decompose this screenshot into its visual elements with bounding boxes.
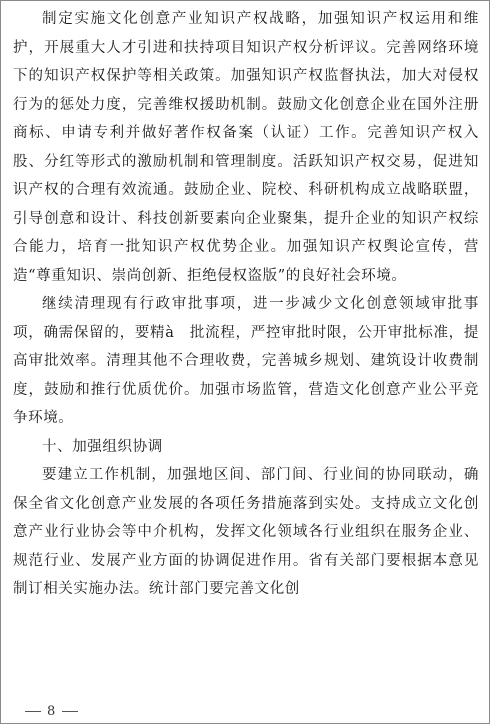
- document-body: [13, 5, 479, 604]
- section-heading: 十、加强组织协调: [42, 438, 163, 455]
- page-number-footer: [19, 704, 84, 719]
- paragraph-ip-strategy: 制定实施文化创意产业知识产权战略，加强知识产权运用和维护，开展重大人才引进和扶持项目知识产权分析评议。完善网络环境下的知识产权保护等相关政策。加强知识产权监督执法，加大对侵权行为的惩处力度，完善维权援助机制。鼓励文化创意企业在国外注册商标、申请专利并做好著作权备案（认证）工作。完善知识产权入股、分红等形式的激励机制和管理制度。活跃知识产权交易，促进知识产权的合理有效流通。鼓励企业、院校、科研机构成立战略联盟，引导创意和设计、科技创新要素向企业聚集，提升企业的知识产权综合能力，培育一批知识产权优势企业。加强知识产权舆论宣传，营造“尊重知识、崇尚创新、拒绝侵权盗版”的良好社会环境。: [13, 11, 479, 284]
- page-number: 8: [47, 704, 57, 719]
- footer-dash-right: [62, 711, 78, 712]
- paragraph-administrative-approval: 继续清理现有行政审批事项，进一步减少文化创意领域审批事项，确需保留的，要精à 批流程，严控审批时限，公开审批标准，提高审批效率。清理其他不合理收费，完善城乡规划、建筑设计收费制度，鼓励和推行优质优价。加强市场监管，营造文化创意产业公平竞争环境。: [13, 296, 479, 426]
- footer-dash-left: [25, 711, 41, 712]
- paragraph-organization-coordination: 要建立工作机制，加强地区间、部门间、行业间的协同联动，确保全省文化创意产业发展的各项任务措施落到实处。支持成立文化创意产业行业协会等中介机构，发挥文化领域各行业组织在服务企业、规范行业、发展产业方面的协调促进作用。省有关部门要根据本意见制订相关实施办法。统计部门要完善文化创: [13, 467, 479, 597]
